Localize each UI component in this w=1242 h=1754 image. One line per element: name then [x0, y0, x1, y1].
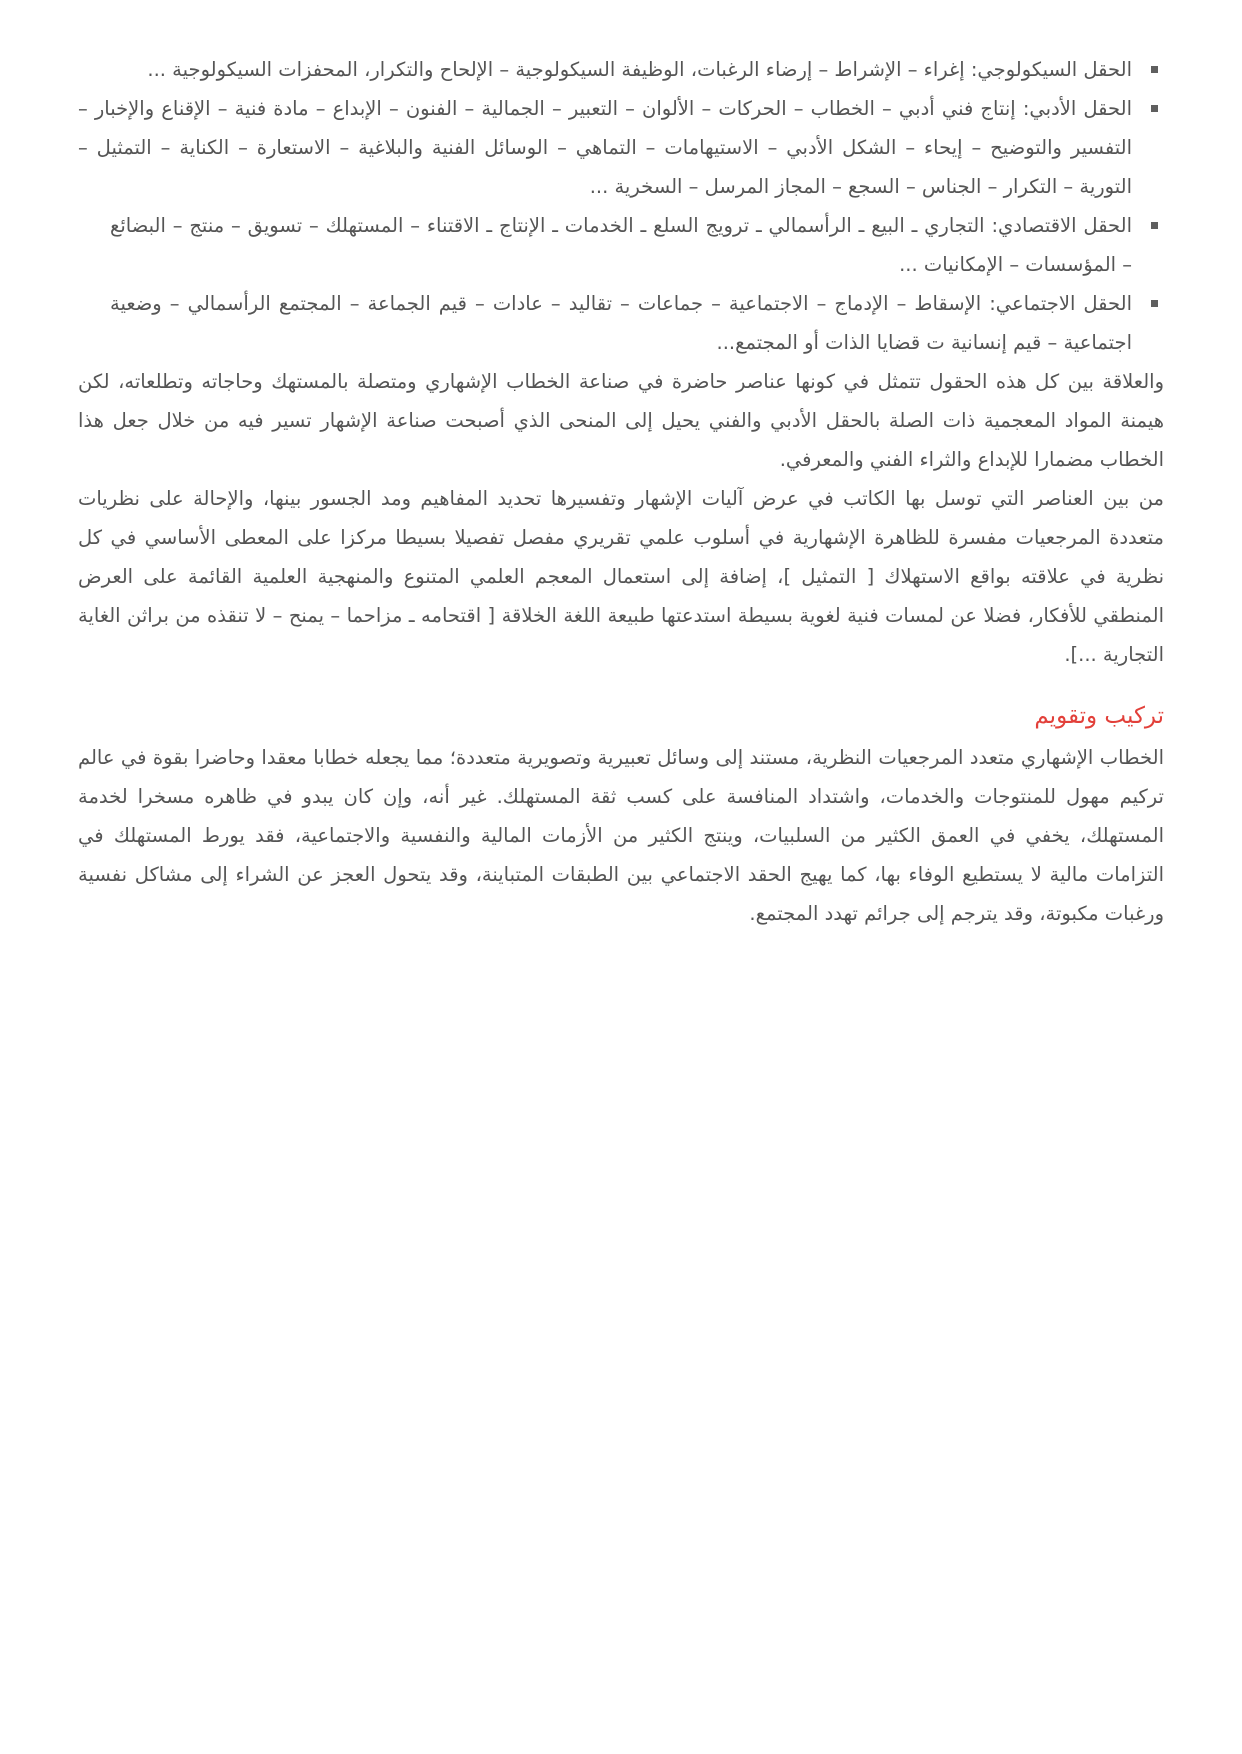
- synthesis-paragraph: الخطاب الإشهاري متعدد المرجعيات النظرية، مستند إلى وسائل تعبيرية وتصويرية متعددة؛ مما يجعله خطابا معقدا وحاضرا بقوة في عالم تركيم مهول للمنتوجات والخدمات، واشتداد المنافسة على كسب ثقة المستهلك. غير أنه، وإن كان يبدو في ظاهره مسخرا لخدمة المستهلك، يخفي في العمق الكثير من السلبيات، وينتج الكثير من الأزمات المالية والنفسية والاجتماعية، فقد يورط المستهلك في التزامات مالية لا يستطيع الوفاء بها، كما يهيج الحقد الاجتماعي بين الطبقات المتباينة، وقد يتحول العجز عن الشراء إلى مشاكل نفسية ورغبات مكبوتة، وقد يترجم إلى جرائم تهدد المجتمع.: [78, 746, 1164, 925]
- field-label: الحقل الاجتماعي:: [989, 292, 1132, 315]
- field-label: الحقل الأدبي:: [1022, 97, 1132, 120]
- elements-paragraph: من بين العناصر التي توسل بها الكاتب في عرض آليات الإشهار وتفسيرها تحديد المفاهيم ومد الجسور بينها، والإحالة على نظريات متعددة المرجعيات مفسرة للظاهرة الإشهارية في أسلوب علمي تقريري مفصل تفصيلا بسيطا مركزا على المعطى الأساسي في كل نظرية في علاقته بواقع الاستهلاك [ التمثيل ]، إضافة إلى استعمال المعجم العلمي المتنوع والمنهجية العلمية القائمة على العرض المنطقي للأفكار، فضلا عن لمسات فنية لغوية بسيطة استدعتها طبيعة اللغة الخلاقة [ اقتحامه ـ مزاحما – يمنح – لا تنقذه من براثن الغاية التجارية ...].: [78, 487, 1164, 666]
- square-bullet-icon: [1151, 105, 1158, 112]
- square-bullet-icon: [1151, 222, 1158, 229]
- list-item-social-field: [78, 284, 1132, 362]
- field-text: إنتاج فني أدبي – الخطاب – الحركات – الألوان – التعبير – الجمالية – الفنون – الإبداع – مادة فنية – الإقناع والإخبار – التفسير والتوضيح – إيحاء – الشكل الأدبي – الاستيهامات – التماهي – الوسائل الفنية والبلاغية – الاستعارة – الكناية – التمثيل – التورية – التكرار – الجناس – السجع – المجاز المرسل – السخرية ...: [78, 97, 1132, 198]
- square-bullet-icon: [1151, 300, 1158, 307]
- field-label: الحقل الاقتصادي:: [991, 214, 1133, 237]
- section-heading: تركيب وتقويم: [1034, 703, 1164, 729]
- field-text: التجاري ـ البيع ـ الرأسمالي ـ ترويج السلع ـ الخدمات ـ الإنتاج ـ الاقتناء – المستهلك – تسويق – منتج – البضائع – المؤسسات – الإمكانيات ...: [110, 214, 1132, 276]
- square-bullet-icon: [1151, 66, 1158, 73]
- relation-paragraph: والعلاقة بين كل هذه الحقول تتمثل في كونها عناصر حاضرة في صناعة الخطاب الإشهاري ومتصلة بالمستهك وحاجاته وتطلعاته، لكن هيمنة المواد المعجمية ذات الصلة بالحقل الأدبي والفني يحيل إلى المنحى الذي أصبحت صناعة الإشهار تسير فيه من خلال جعل هذا الخطاب مضمارا للإبداع والثراء الفني والمعرفي.: [78, 370, 1164, 471]
- list-item-economic-field: [78, 206, 1132, 284]
- list-item-literary-field: [78, 89, 1132, 206]
- field-text: الإسقاط – الإدماج – الاجتماعية – جماعات – تقاليد – عادات – قيم الجماعة – المجتمع الرأسمالي – وضعية اجتماعية – قيم إنسانية ت قضايا الذات أو المجتمع...: [110, 292, 1132, 354]
- field-label: الحقل السيكولوجي:: [970, 58, 1132, 81]
- field-text: إغراء – الإشراط – إرضاء الرغبات، الوظيفة السيكولوجية – الإلحاح والتكرار، المحفزات السيكولوجية ...: [147, 58, 965, 81]
- document-page: [78, 50, 1164, 933]
- semantic-fields-list: [78, 50, 1164, 362]
- list-item-psychological-field: [78, 50, 1132, 89]
